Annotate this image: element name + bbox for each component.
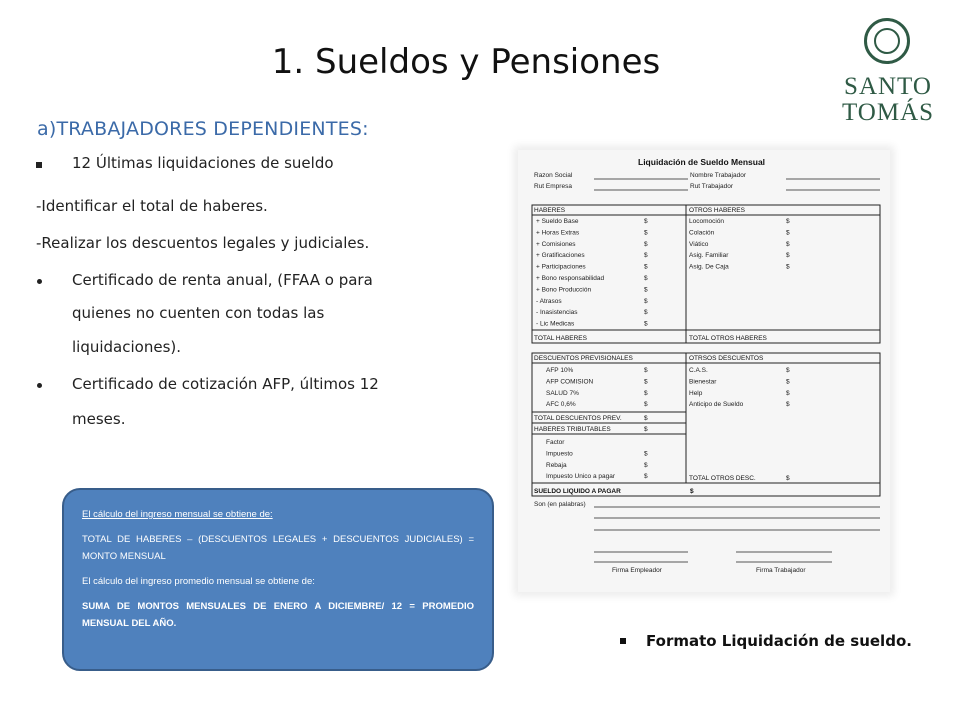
list-item: liquidaciones). <box>72 338 182 356</box>
tributable-row-label: Rebaja <box>546 461 567 469</box>
tributable-row-currency: $ <box>644 450 648 458</box>
square-bullet-icon <box>620 638 626 644</box>
calculation-callout <box>62 488 494 671</box>
tributable-row-label: Impuesto Unico a pagar <box>546 473 616 481</box>
form-label: Nombre Trabajador <box>690 172 746 179</box>
form-section-head: OTRSOS DESCUENTOS <box>689 355 764 362</box>
signature-label: Firma Trabajador <box>756 567 806 574</box>
otro-descuento-row-currency: $ <box>786 401 790 409</box>
otro-descuento-row-currency: $ <box>786 367 790 374</box>
haber-row-label: + Sueldo Base <box>536 218 579 225</box>
list-item: 12 Últimas liquidaciones de sueldo <box>72 154 334 172</box>
haber-row-currency: $ <box>644 229 648 237</box>
university-seal-icon <box>864 18 910 64</box>
callout-line-4: SUMA DE MONTOS MENSUALES DE ENERO A DICIEMBRE/ 12 = PROMEDIO MENSUAL DEL AÑO. <box>82 601 474 629</box>
otro-descuento-row-currency: $ <box>786 389 790 397</box>
form-section-head: HABERES <box>534 207 566 214</box>
descuento-row-currency: $ <box>644 378 648 386</box>
form-currency: $ <box>786 475 790 482</box>
form-section-head: DESCUENTOS PREVISIONALES <box>534 355 633 362</box>
haber-row-currency: $ <box>644 309 648 317</box>
otro-haber-row-currency: $ <box>786 229 790 237</box>
caption-text: Formato Liquidación de sueldo. <box>646 632 912 650</box>
form-currency: $ <box>644 426 648 433</box>
haber-row-label: - Lic Medicas <box>536 320 575 328</box>
logo-line-1: SANTO <box>844 73 932 100</box>
form-total: TOTAL OTROS DESC. <box>689 475 756 482</box>
list-item: quienes no cuenten con todas las <box>72 304 325 322</box>
otro-descuento-row-label: Anticipo de Sueldo <box>689 401 744 409</box>
form-label: Son (en palabras) <box>534 501 586 508</box>
descuento-row-currency: $ <box>644 367 648 374</box>
haber-row-currency: $ <box>644 263 648 271</box>
callout-line-2: TOTAL DE HABERES – (DESCUENTOS LEGALES + DESCUENTOS JUDICIALES) = MONTO MENSUAL <box>82 534 474 562</box>
list-item: -Identificar el total de haberes. <box>36 197 268 215</box>
otro-haber-row-label: Colación <box>689 229 715 237</box>
otro-descuento-row-label: C.A.S. <box>689 367 708 374</box>
tributable-row-label: Factor <box>546 439 565 446</box>
dot-bullet-icon <box>37 279 42 284</box>
haber-row-currency: $ <box>644 252 648 260</box>
signature-label: Firma Empleador <box>612 567 662 574</box>
form-caption <box>620 632 912 650</box>
tributable-row-currency: $ <box>644 473 648 481</box>
santo-tomas-logo <box>838 16 938 131</box>
otro-haber-row-label: Asig. Familiar <box>689 252 729 260</box>
form-label: Rut Trabajador <box>690 183 733 190</box>
haber-row-currency: $ <box>644 240 648 248</box>
haber-row-currency: $ <box>644 218 648 225</box>
haber-row-label: + Gratificaciones <box>536 252 585 260</box>
otro-descuento-row-label: Help <box>689 389 703 397</box>
form-title: Liquidación de Sueldo Mensual <box>638 157 766 167</box>
otro-descuento-row-label: Bienestar <box>689 378 717 386</box>
descuento-row-currency: $ <box>644 401 648 409</box>
list-item: Certificado de cotización AFP, últimos 12 <box>72 375 379 393</box>
payslip-form-image <box>518 150 890 592</box>
otro-haber-row-currency: $ <box>786 240 790 248</box>
haber-row-label: + Horas Extras <box>536 229 580 237</box>
list-item: meses. <box>72 410 126 428</box>
otro-descuento-row-currency: $ <box>786 378 790 386</box>
haber-row-label: + Bono Producción <box>536 286 592 294</box>
otro-haber-row-currency: $ <box>786 252 790 260</box>
form-label: Rut Empresa <box>534 183 572 190</box>
descuento-row-label: AFP COMISION <box>546 378 594 386</box>
callout-line-3: El cálculo del ingreso promedio mensual se obtiene de: <box>82 576 315 587</box>
callout-line-1: El cálculo del ingreso mensual se obtiene de: <box>82 509 273 520</box>
haber-row-currency: $ <box>644 275 648 282</box>
form-label: Razon Social <box>534 172 573 179</box>
list-item: -Realizar los descuentos legales y judiciales. <box>36 234 370 252</box>
haber-row-label: + Bono responsabilidad <box>536 275 605 282</box>
haber-row-currency: $ <box>644 297 648 305</box>
section-heading: a)TRABAJADORES DEPENDIENTES: <box>37 118 369 140</box>
haber-row-label: + Comisiones <box>536 240 576 248</box>
haber-row-currency: $ <box>644 286 648 294</box>
haber-row-currency: $ <box>644 320 648 328</box>
form-currency: $ <box>690 488 694 495</box>
slide-title: 1. Sueldos y Pensiones <box>271 42 661 82</box>
otro-haber-row-currency: $ <box>786 218 790 225</box>
haber-row-label: - Atrasos <box>536 297 562 305</box>
form-total: HABERES TRIBUTABLES <box>534 426 611 433</box>
list-item: Certificado de renta anual, (FFAA o para <box>72 271 373 289</box>
haber-row-label: - Inasistencias <box>536 309 578 317</box>
descuento-row-currency: $ <box>644 389 648 397</box>
form-total: TOTAL DESCUENTOS PREV. <box>534 415 622 422</box>
otro-haber-row-currency: $ <box>786 263 790 271</box>
haber-row-label: + Participaciones <box>536 263 586 271</box>
descuento-row-label: AFC 0,6% <box>546 401 576 409</box>
form-total: TOTAL OTROS HABERES <box>689 335 767 342</box>
form-total: SUELDO LIQUIDO A PAGAR <box>534 488 621 495</box>
tributable-row-currency: $ <box>644 461 648 469</box>
descuento-row-label: AFP 10% <box>546 367 574 374</box>
otro-haber-row-label: Viático <box>689 240 709 248</box>
otro-haber-row-label: Asig. De Caja <box>689 263 729 271</box>
form-section-head: OTROS HABERES <box>689 207 745 214</box>
logo-line-2: TOMÁS <box>841 99 935 126</box>
form-currency: $ <box>644 415 648 422</box>
tributable-row-label: Impuesto <box>546 450 573 458</box>
otro-haber-row-label: Locomoción <box>689 218 725 225</box>
descuento-row-label: SALUD 7% <box>546 389 579 397</box>
square-bullet-icon <box>36 162 42 168</box>
form-total: TOTAL HABERES <box>534 335 587 342</box>
payslip-form <box>518 150 890 592</box>
dot-bullet-icon <box>37 383 42 388</box>
